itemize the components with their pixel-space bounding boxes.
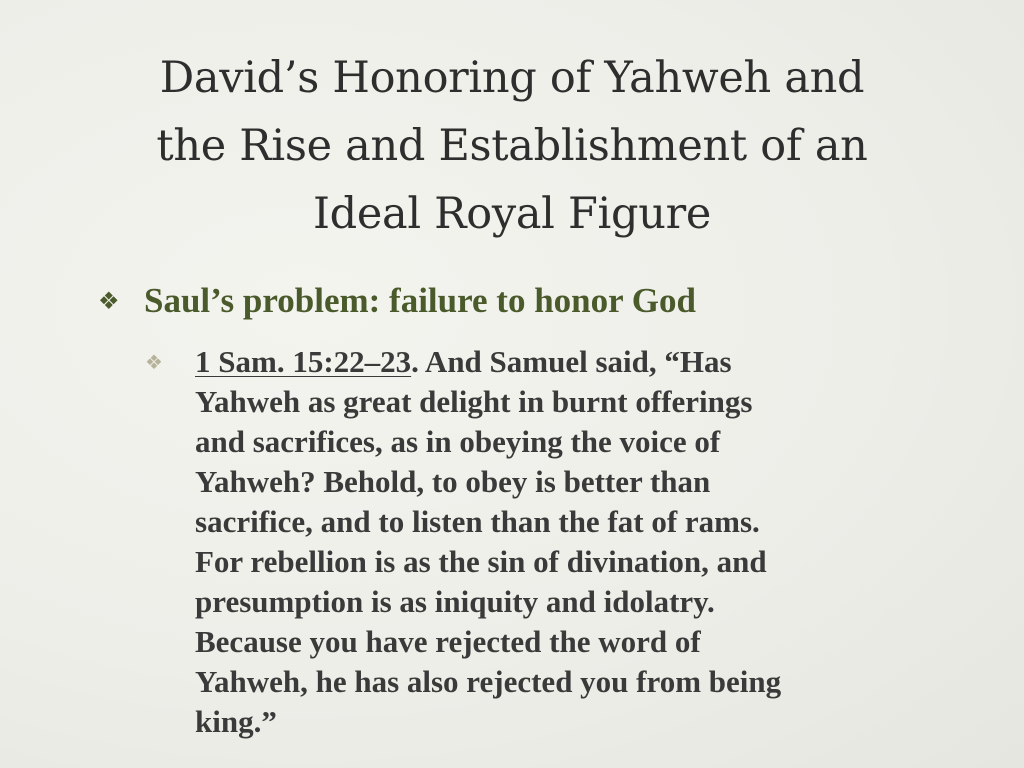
quote-line: Yahweh, he has also rejected you from being <box>195 664 782 699</box>
title-line-2: the Rise and Establishment of an <box>156 121 868 171</box>
diamond-bullet-icon: ❖ <box>145 350 163 374</box>
quote-line: presumption is as iniquity and idolatry. <box>195 584 715 619</box>
quote-line: For rebellion is as the sin of divination, and <box>195 544 767 579</box>
quote-line: Yahweh? Behold, to obey is better than <box>195 464 711 499</box>
quote-line: sacrifice, and to listen than the fat of rams. <box>195 504 760 539</box>
slide-title <box>60 44 964 248</box>
quote-line: and sacrifices, as in obeying the voice of <box>195 424 721 459</box>
bullet-level-2 <box>145 342 945 742</box>
bullet-level-1-text: Saul’s problem: failure to honor God <box>144 281 696 320</box>
quote-line: Because you have rejected the word of <box>195 624 701 659</box>
title-line-3: Ideal Royal Figure <box>312 189 712 239</box>
quote-line: king.” <box>195 704 277 739</box>
diamond-bullet-icon: ❖ <box>98 287 120 315</box>
scripture-reference-link[interactable]: 1 Sam. 15:22–23 <box>195 344 412 379</box>
title-line-1: David’s Honoring of Yahweh and <box>159 53 865 103</box>
scripture-quote <box>195 342 935 742</box>
quote-first-line-text: . And Samuel said, “Has <box>411 344 732 379</box>
bullet-level-1 <box>98 278 978 324</box>
quote-line: Yahweh as great delight in burnt offerings <box>195 384 753 419</box>
quote-line <box>195 342 935 382</box>
